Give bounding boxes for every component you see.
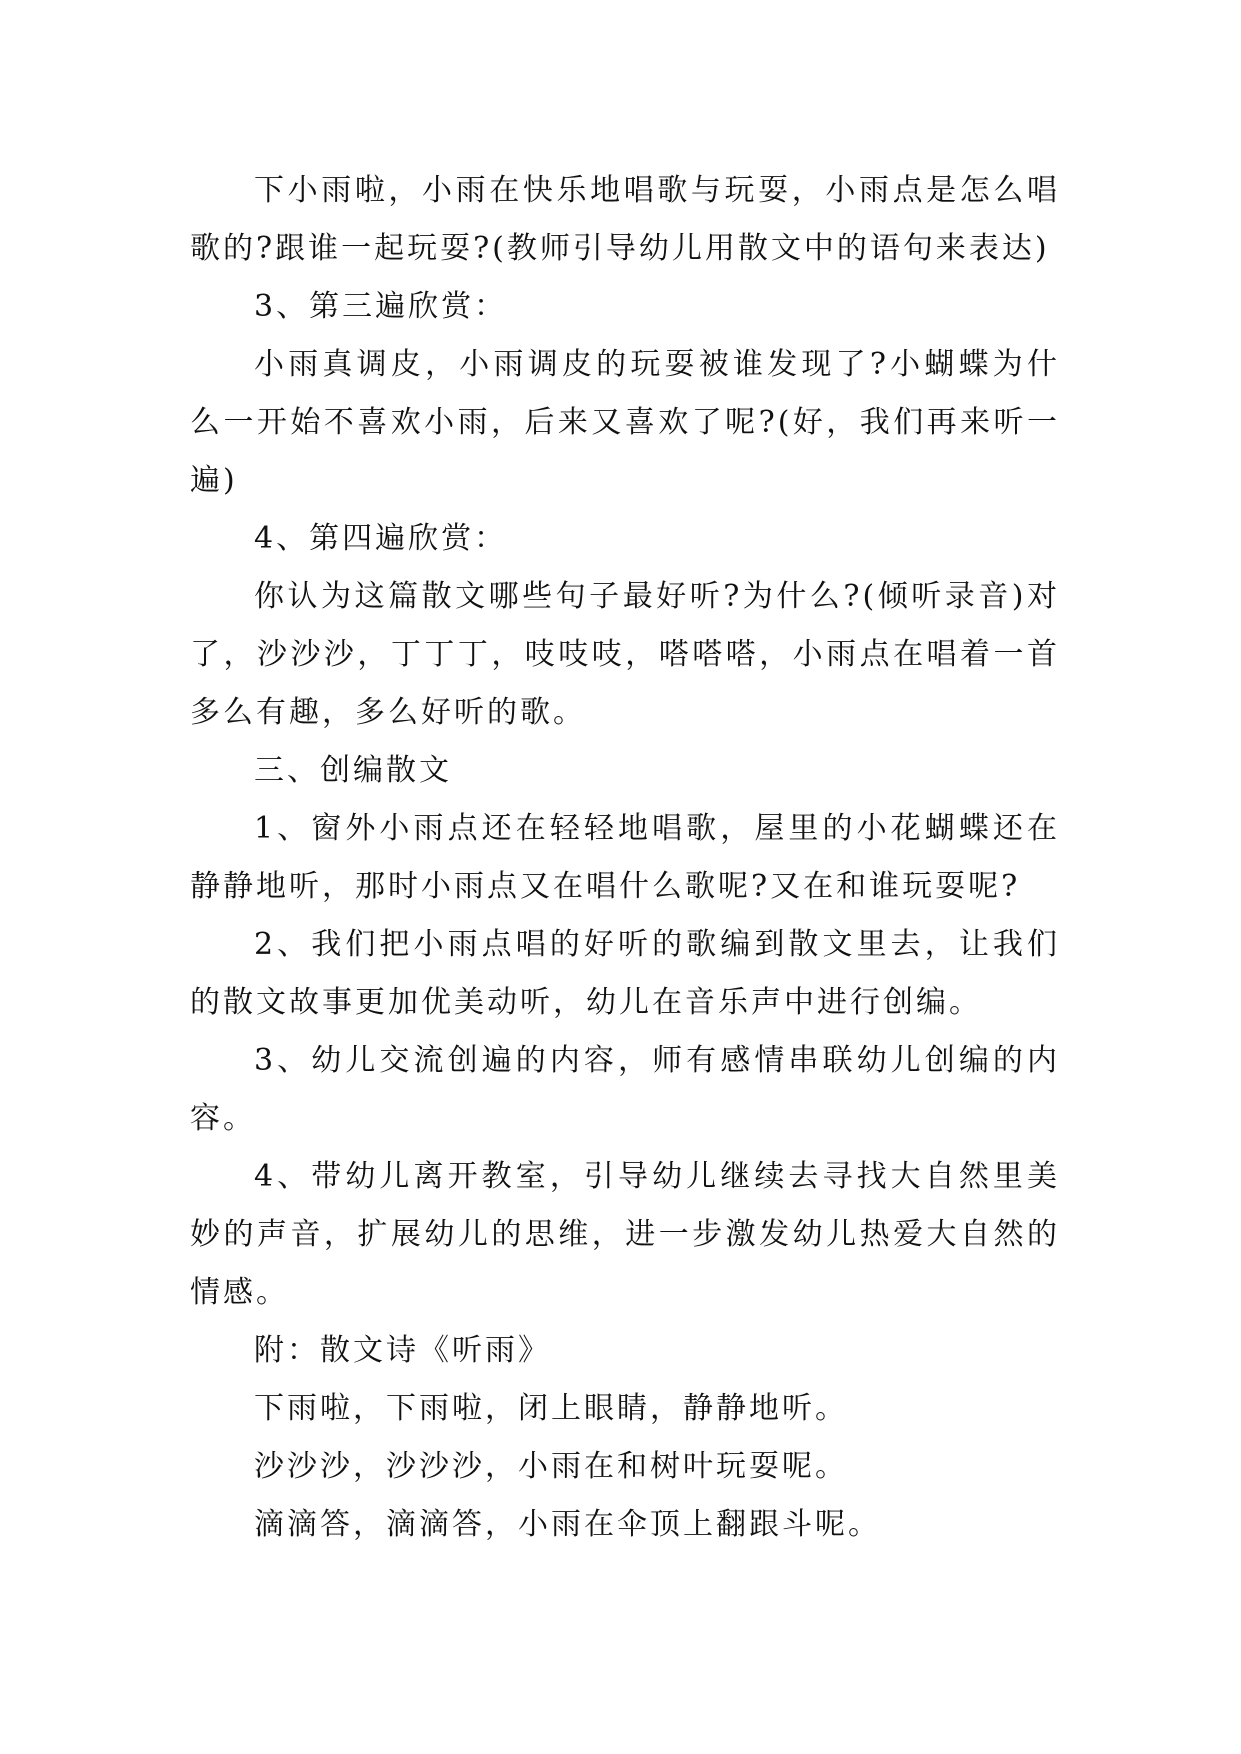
paragraph: 下小雨啦，小雨在快乐地唱歌与玩耍，小雨点是怎么唱歌的?跟谁一起玩耍?(教师引导幼儿用散文中的语句来表达) bbox=[190, 173, 1060, 266]
paragraph: 你认为这篇散文哪些句子最好听?为什么?(倾听录音)对了，沙沙沙，丁丁丁，吱吱吱，嗒嗒嗒，小雨点在唱着一首多么有趣，多么好听的歌。 bbox=[190, 579, 1060, 730]
poem-title: 附：散文诗《听雨》 bbox=[254, 1333, 551, 1368]
document-body bbox=[190, 162, 1060, 1554]
section-heading: 三、创编散文 bbox=[254, 753, 452, 788]
poem-line: 滴滴答，滴滴答，小雨在伞顶上翻跟斗呢。 bbox=[254, 1507, 881, 1542]
poem-line: 下雨啦，下雨啦，闭上眼睛，静静地听。 bbox=[254, 1391, 848, 1426]
paragraph: 3、第三遍欣赏： bbox=[254, 289, 508, 324]
poem-line: 沙沙沙，沙沙沙，小雨在和树叶玩耍呢。 bbox=[254, 1449, 848, 1484]
paragraph: 3、幼儿交流创遍的内容，师有感情串联幼儿创编的内容。 bbox=[190, 1043, 1060, 1136]
paragraph: 4、第四遍欣赏： bbox=[254, 521, 508, 556]
paragraph: 4、带幼儿离开教室，引导幼儿继续去寻找大自然里美妙的声音，扩展幼儿的思维，进一步激发幼儿热爱大自然的情感。 bbox=[190, 1159, 1060, 1310]
paragraph: 2、我们把小雨点唱的好听的歌编到散文里去，让我们的散文故事更加优美动听，幼儿在音乐声中进行创编。 bbox=[190, 927, 1060, 1020]
paragraph: 小雨真调皮，小雨调皮的玩耍被谁发现了?小蝴蝶为什么一开始不喜欢小雨，后来又喜欢了呢?(好，我们再来听一遍) bbox=[190, 347, 1060, 498]
paragraph: 1、窗外小雨点还在轻轻地唱歌，屋里的小花蝴蝶还在静静地听，那时小雨点又在唱什么歌呢?又在和谁玩耍呢? bbox=[190, 811, 1060, 904]
